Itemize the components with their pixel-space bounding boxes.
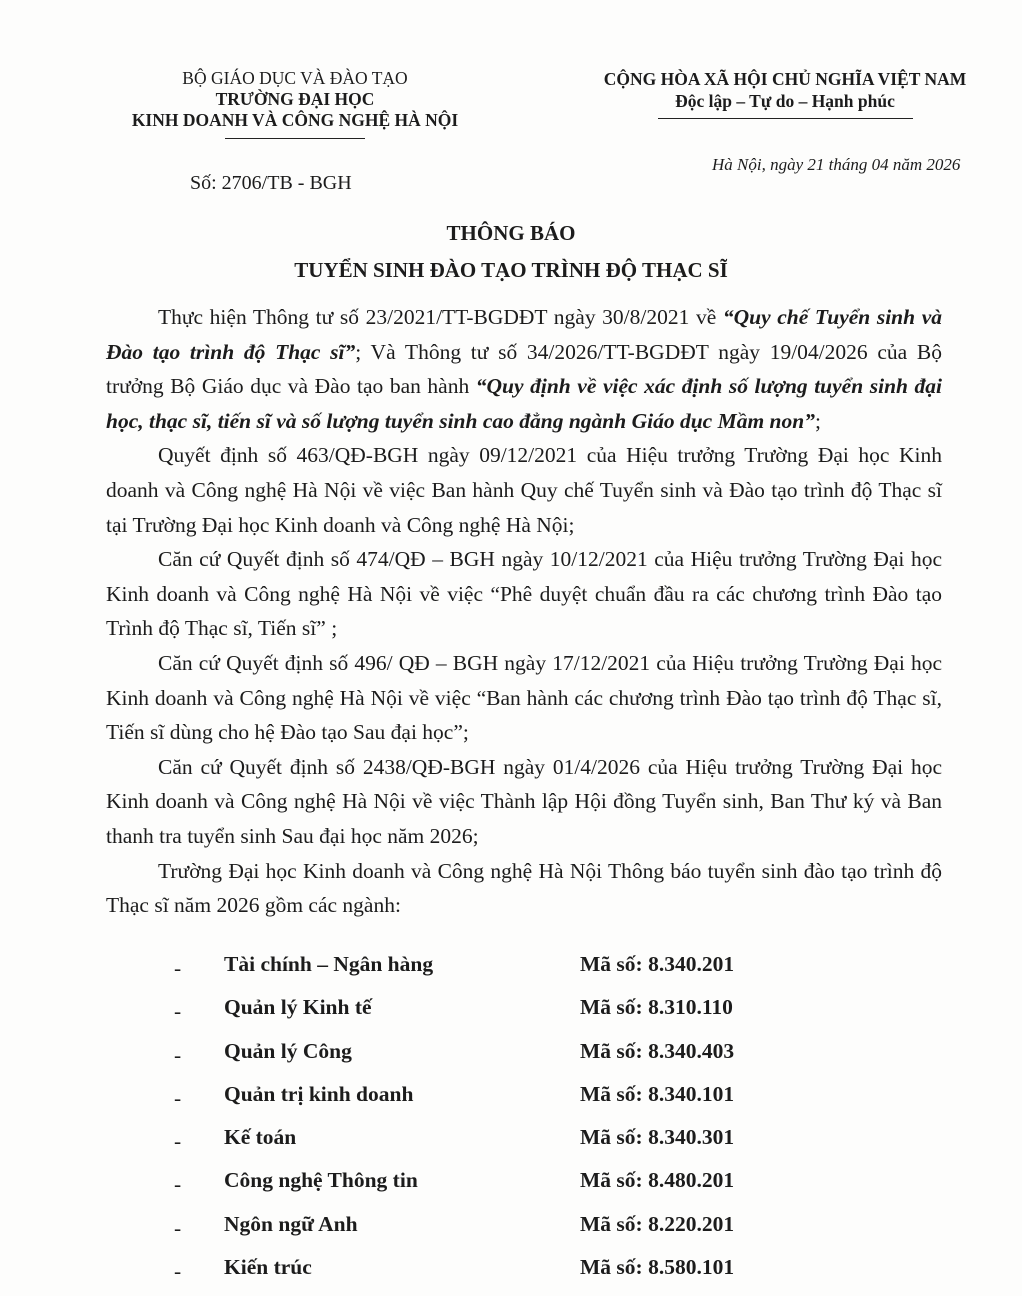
national-motto: Độc lập – Tự do – Hạnh phúc — [675, 91, 895, 111]
major-name: Quản lý Công — [224, 1038, 352, 1063]
list-dash: - — [174, 1259, 182, 1284]
list-item — [106, 1121, 942, 1164]
list-item — [106, 1251, 942, 1294]
major-code: Mã số: 8.340.101 — [580, 1081, 735, 1106]
paragraph-text: Thực hiện Thông tư số 23/2021/TT-BGDĐT ngày 30/8/2021 về — [158, 305, 723, 329]
list-dash: - — [174, 956, 182, 980]
university-name-line2: KINH DOANH VÀ CÔNG NGHỆ HÀ NỘI — [131, 110, 459, 130]
cited-regulation-title: “Quy định về việc xác định số lượng tuyển sinh đại học, thạc sĩ, tiến sĩ và số lượng tuyển sinh cao đẳng ngành Giáo dục Mầm non” — [106, 374, 943, 433]
document-number: Số: 2706/TB - BGH — [190, 172, 352, 194]
major-code: Mã số: 8.340.301 — [580, 1125, 735, 1150]
cited-regulation-title: “Quy chế Tuyển sinh và Đào tạo trình độ Thạc sĩ” — [106, 305, 942, 364]
paragraph-legal-basis-4: Căn cứ Quyết định số 496/ QĐ – BGH ngày 17/12/2021 của Hiệu trưởng Trường Đại học Kinh doanh và Công nghệ Hà Nội về việc “Ban hành các chương trình Đào tạo trình độ Thạc sĩ, Tiến sĩ dùng cho hệ Đào tạo Sau đại học”; — [106, 650, 942, 745]
country-name: CỘNG HÒA XÃ HỘI CHỦ NGHĨA VIỆT NAM — [603, 69, 967, 89]
paragraph-text: ; Và Thông tư số 34/2026/TT-BGDĐT ngày 19/04/2026 của Bộ trưởng Bộ Giáo dục và Đào tạo ban hành — [106, 339, 942, 399]
place-and-date: Hà Nội, ngày 21 tháng 04 năm 2026 — [712, 155, 961, 174]
major-name: Ngôn ngữ Anh — [224, 1211, 358, 1236]
header-right-underline — [658, 118, 913, 119]
header-left-underline — [225, 138, 365, 139]
paragraph-legal-basis-3: Căn cứ Quyết định số 474/QĐ – BGH ngày 10/12/2021 của Hiệu trưởng Trường Đại học Kinh doanh và Công nghệ Hà Nội về việc “Phê duyệt chuẩn đầu ra các chương trình Đào tạo Trình độ Thạc sĩ, Tiến sĩ” ; — [106, 547, 942, 641]
paragraph-text: ; — [814, 408, 821, 433]
list-item — [106, 948, 942, 991]
university-name-line1: TRƯỜNG ĐẠI HỌC — [215, 89, 375, 109]
list-item — [106, 1035, 942, 1078]
national-header — [570, 68, 1000, 119]
list-dash: - — [174, 1215, 182, 1240]
major-code: Mã số: 8.220.201 — [580, 1211, 735, 1236]
list-item — [106, 1164, 942, 1207]
major-name: Kiến trúc — [224, 1255, 312, 1280]
list-dash: - — [174, 1172, 182, 1197]
major-code: Mã số: 8.340.403 — [580, 1038, 735, 1063]
list-item — [106, 991, 942, 1034]
paragraph-legal-basis-2: Quyết định số 463/QĐ-BGH ngày 09/12/2021 của Hiệu trưởng Trường Đại học Kinh doanh và Công nghệ Hà Nội về việc Ban hành Quy chế Tuyển sinh và Đào tạo trình độ Thạc sĩ tại Trường Đại học Kinh doanh và Công nghệ Hà Nội; — [106, 443, 942, 537]
major-name: Quản lý Kinh tế — [224, 995, 372, 1020]
major-code: Mã số: 8.340.201 — [580, 952, 735, 976]
list-dash: - — [174, 1129, 182, 1154]
major-name: Công nghệ Thông tin — [224, 1168, 418, 1193]
ministry-name: BỘ GIÁO DỤC VÀ ĐÀO TẠO — [182, 68, 408, 88]
document-body — [106, 300, 942, 923]
paragraph-announcement: Trường Đại học Kinh doanh và Công nghệ Hà Nội Thông báo tuyển sinh đào tạo trình độ Thạc sĩ năm 2026 gồm các ngành: — [106, 858, 942, 918]
issuer-header — [110, 68, 480, 139]
document-subject-title: TUYỂN SINH ĐÀO TẠO TRÌNH ĐỘ THẠC SĨ — [294, 258, 728, 282]
major-code: Mã số: 8.310.110 — [580, 995, 733, 1020]
major-code: Mã số: 8.580.101 — [580, 1255, 735, 1280]
list-dash: - — [174, 1042, 182, 1067]
paragraph-legal-basis-1 — [106, 300, 942, 438]
major-name: Quản trị kinh doanh — [224, 1081, 414, 1106]
major-code: Mã số: 8.480.201 — [580, 1168, 735, 1193]
major-name: Tài chính – Ngân hàng — [224, 952, 434, 976]
majors-list — [106, 948, 942, 1294]
document-type-title: THÔNG BÁO — [446, 221, 576, 245]
major-name: Kế toán — [224, 1125, 297, 1150]
list-item — [106, 1078, 942, 1121]
list-dash: - — [174, 1085, 182, 1110]
list-dash: - — [174, 999, 182, 1024]
paragraph-legal-basis-5: Căn cứ Quyết định số 2438/QĐ-BGH ngày 01/4/2026 của Hiệu trưởng Trường Đại học Kinh doanh và Công nghệ Hà Nội về việc Thành lập Hội đồng Tuyển sinh, Ban Thư ký và Ban thanh tra tuyển sinh Sau đại học năm 2026; — [106, 754, 942, 848]
list-item — [106, 1208, 942, 1251]
